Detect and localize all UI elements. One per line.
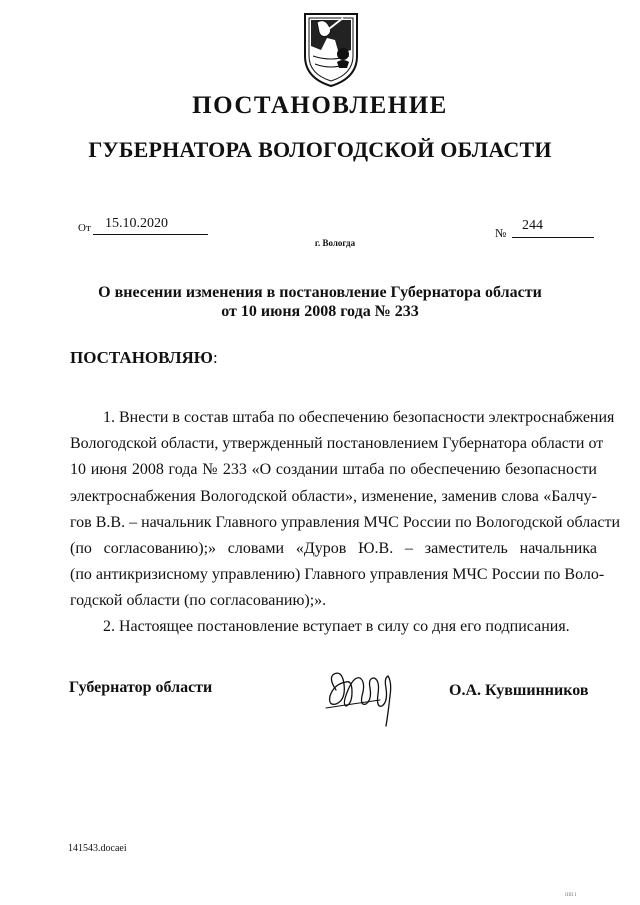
paragraph-1 [70,405,621,615]
resolve-label: ПОСТАНОВЛЯЮ [70,348,213,367]
paragraph-1-line: электроснабжения Вологодской области», изменение, заменив слова «Балчу- [70,487,597,505]
paragraph-2 [70,614,597,640]
paragraph-2-line: 2. Настоящее постановление вступает в силу со дня его подписания. [103,618,570,635]
subject-line-2: от 10 июня 2008 года № 233 [221,303,419,320]
signer-position: Губернатор области [69,679,213,696]
document-title: ПОСТАНОВЛЕНИЕ [192,92,448,119]
paragraph-1-line: 10 июня 2008 года № 233 «О создании штаба по обеспечению безопасности [70,461,597,479]
vologda-coat-of-arms-icon [299,10,363,88]
page-mark: ІІІІІ I [565,893,577,898]
document-subtitle: ГУБЕРНАТОРА ВОЛОГОДСКОЙ ОБЛАСТИ [88,137,552,162]
paragraph-1-line: (по антикризисному управлению) Главного управления МЧС России по Воло- [70,566,605,584]
paragraph-1-line: гов В.В. – начальник Главного управления МЧС России по Вологодской области [70,513,621,531]
resolve-heading [70,348,218,368]
file-code: 141543.docaei [68,843,127,854]
paragraph-1-line: (по согласованию);» словами «Дуров Ю.В. – заместитель начальника [70,539,597,557]
paragraph-1-line: 1. Внести в состав штаба по обеспечению безопасности электроснабжения [103,409,615,426]
subject-line-1: О внесении изменения в постановление Губернатора области [98,284,542,301]
paragraph-1-line: годской области (по согласованию);». [70,592,327,610]
resolve-colon: : [212,348,218,367]
handwritten-signature [322,660,402,732]
document-date: 15.10.2020 [105,216,168,231]
document-subject [0,283,640,321]
date-prefix: От [78,222,91,234]
signer-name: О.А. Кувшинников [449,682,589,699]
city-label: г. Вологда [314,238,356,248]
paragraph-1-line: Вологодской области, утвержденный постановлением Губернатора области от [70,435,604,453]
number-prefix: № [495,226,507,240]
document-number: 244 [522,218,543,233]
